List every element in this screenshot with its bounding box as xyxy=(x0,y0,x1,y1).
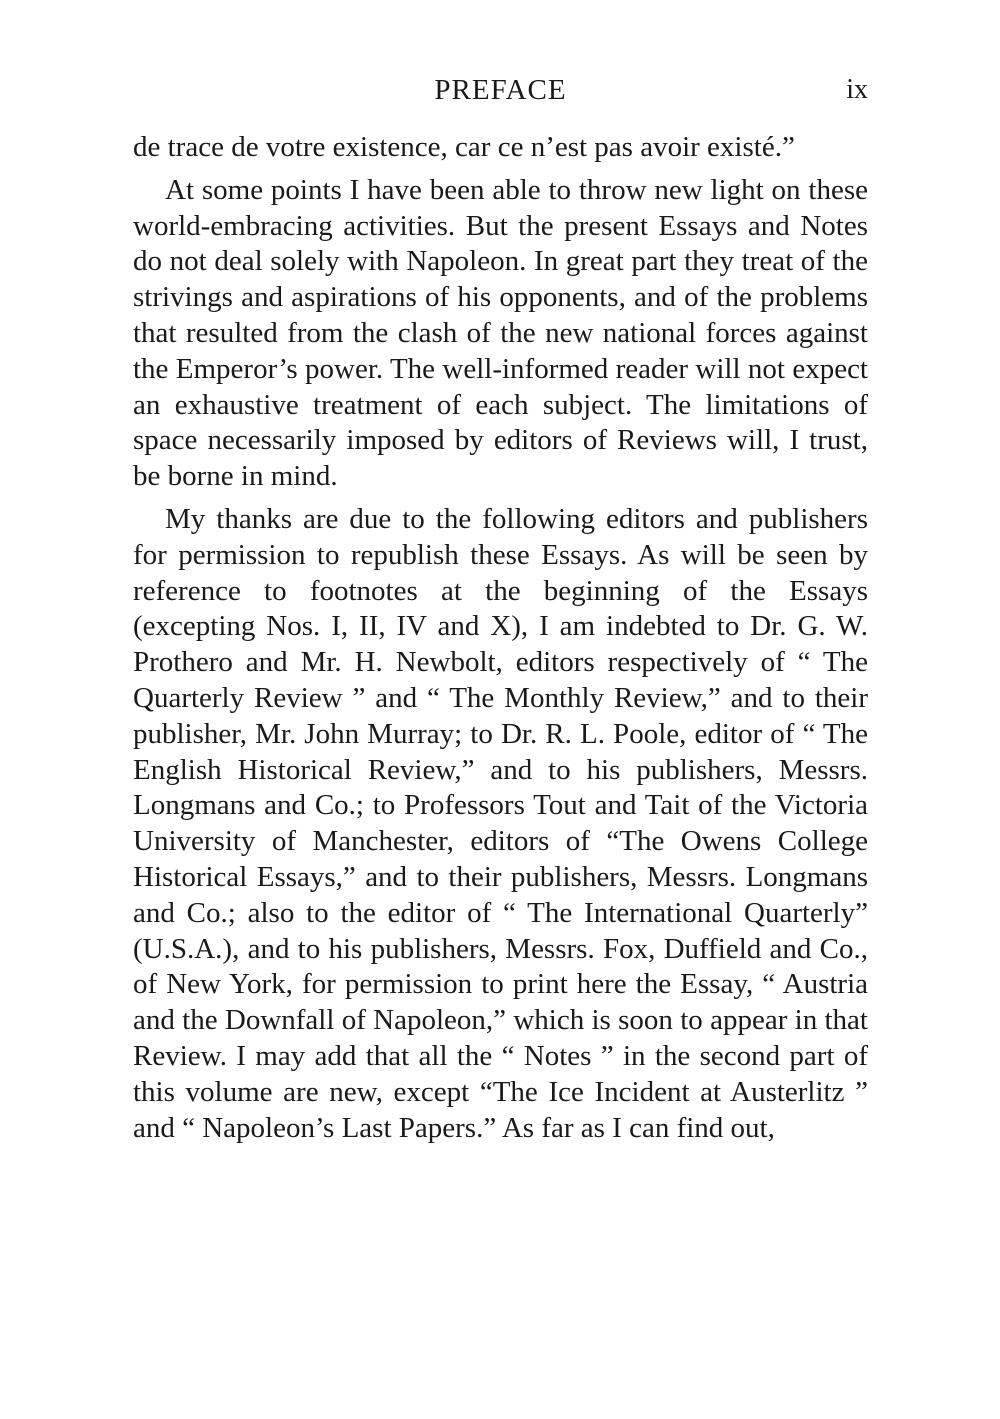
paragraph-continuation: de trace de votre existence, car ce n’est pas avoir existé.” xyxy=(133,131,795,163)
body-text xyxy=(133,130,868,1153)
page-number: ix xyxy=(846,74,868,105)
paragraph-essays-scope: At some points I have been able to throw new light on these world-embracing activities. But the present Essays and Notes do not deal solely with Napoleon. In great part they treat of the strivings and aspirations of his opponents, and of the problems that resulted from the clash of the new national forces against the Emperor’s power. The well-informed reader will not expect an exhaustive treatment of each subject. The limitations of space necessarily imposed by editors of Reviews will, I trust, be borne in mind. xyxy=(133,173,868,493)
paragraph-acknowledgements: My thanks are due to the following editors and publishers for permission to republish these Essays. As will be seen by reference to footnotes at the beginning of the Essays (excepting Nos. I, II, IV and X), I am indebted to Dr. G. W. Prothero and Mr. H. Newbolt, editors respectively of “ The Quarterly Review ” and “ The Monthly Review,” and to their publisher, Mr. John Murray; to Dr. R. L. Poole, editor of “ The English Historical Review,” and to his publishers, Messrs. Longmans and Co.; to Professors Tout and Tait of the Victoria University of Manchester, editors of “The Owens College Historical Essays,” and to their publishers, Messrs. Longmans and Co.; also to the editor of “ The International Quarterly” (U.S.A.), and to his publishers, Messrs. Fox, Duffield and Co., of New York, for permission to print here the Essay, “ Austria and the Downfall of Napoleon,” which is soon to appear in that Review. I may add that all the “ Notes ” in the second part of this volume are new, except “The Ice Incident at Austerlitz ” and “ Napoleon’s Last Papers.” As far as I can find out, xyxy=(133,502,868,1144)
page-header xyxy=(133,70,868,110)
running-head: PREFACE xyxy=(434,74,567,106)
